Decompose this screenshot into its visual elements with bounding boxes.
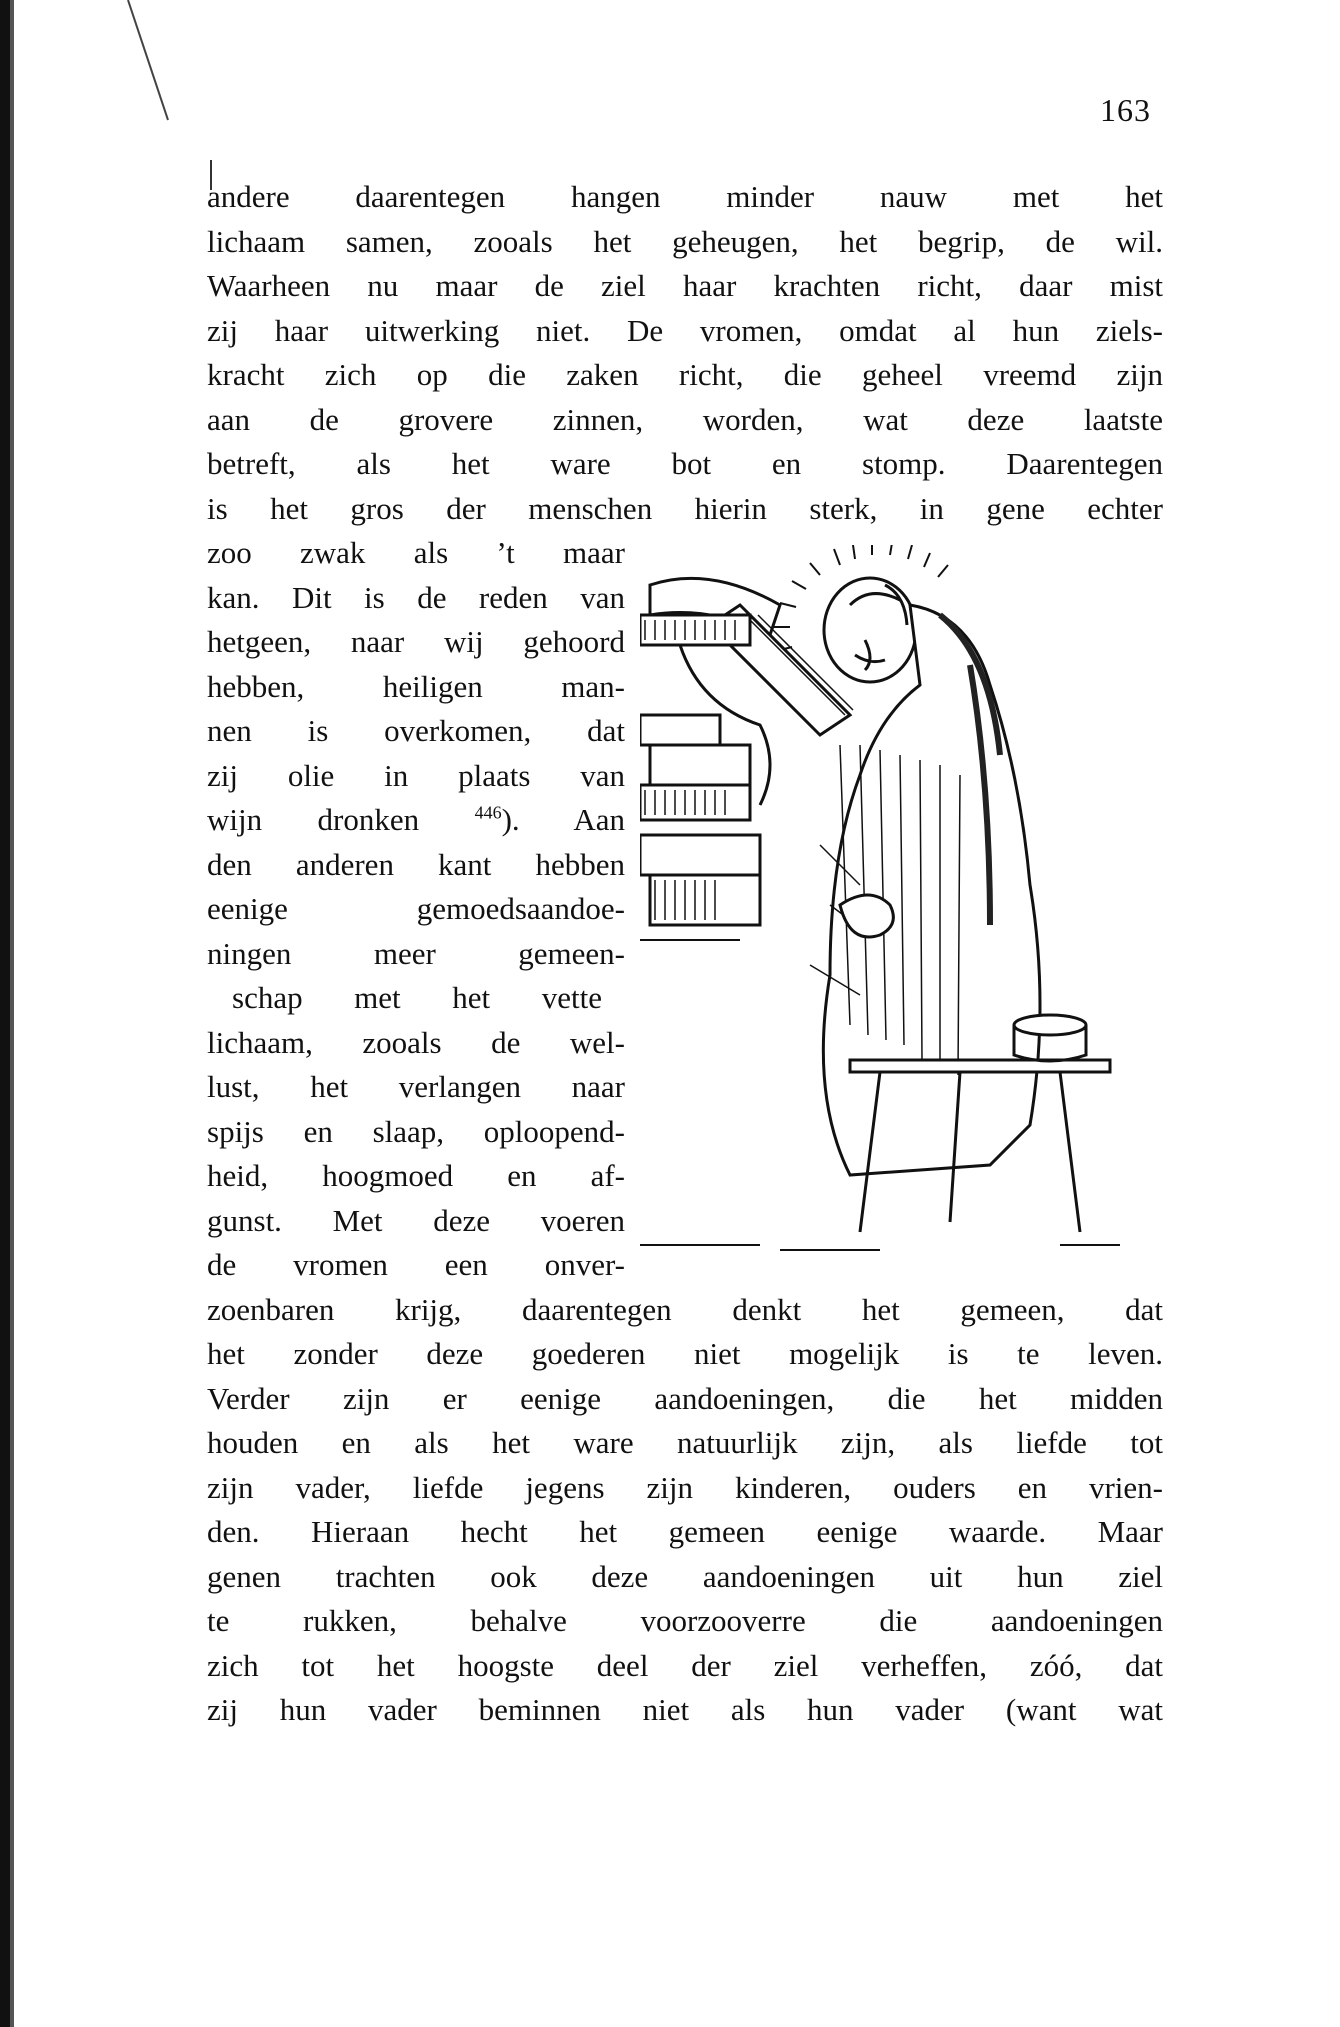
text-line: spijs en slaap, oploopend-	[207, 1113, 625, 1149]
text-line: zij hun vader beminnen niet als hun vader (want wat	[207, 1692, 1163, 1727]
text-fragment: wijn dronken	[207, 802, 420, 837]
text-line: zij olie in plaats van	[207, 757, 625, 793]
text-line: kracht zich op die zaken richt, die geheel vreemd zijn	[207, 357, 1163, 392]
text-line: Verder zijn er eenige aandoeningen, die het midden	[207, 1380, 1163, 1416]
text-line: lichaam samen, zooals het geheugen, het begrip, de wil.	[207, 223, 1163, 259]
text-line: te rukken, behalve voorzooverre die aandoeningen	[207, 1603, 1163, 1638]
text-line: kan. Dit is de reden van	[207, 579, 625, 615]
text-line	[207, 798, 625, 842]
text-line: zij haar uitwerking niet. De vromen, omdat al hun ziels-	[207, 312, 1163, 348]
text-line: gunst. Met deze voeren	[207, 1202, 625, 1238]
text-line: betreft, als het ware bot en stomp. Daarentegen	[207, 446, 1163, 481]
text-line: zoenbaren krijg, daarentegen denkt het gemeen, dat	[207, 1291, 1163, 1327]
text-line: het zonder deze goederen niet mogelijk is te leven.	[207, 1336, 1163, 1371]
text-line: houden en als het ware natuurlijk zijn, als liefde tot	[207, 1425, 1163, 1460]
text-line: zijn vader, liefde jegens zijn kinderen, ouders en vrien-	[207, 1469, 1163, 1505]
text-line: Waarheen nu maar de ziel haar krachten richt, daar mist	[207, 268, 1163, 303]
woodcut-monk-reading-icon	[640, 545, 1120, 1265]
text-line: is het gros der menschen hierin sterk, in gene echter	[207, 490, 1163, 526]
text-line: den anderen kant hebben	[207, 846, 625, 882]
text-line: de vromen een onver-	[207, 1247, 625, 1282]
text-line: hetgeen, naar wij gehoord	[207, 624, 625, 659]
text-line: aan de grovere zinnen, worden, wat deze laatste	[207, 401, 1163, 437]
text-line: lust, het verlangen naar	[207, 1069, 625, 1104]
text-line: zich tot het hoogste deel der ziel verheffen, zóó, dat	[207, 1647, 1163, 1683]
scan-page-edge	[0, 0, 10, 2027]
text-line: schap met het vette	[232, 980, 602, 1015]
text-line: nen is overkomen, dat	[207, 713, 625, 748]
text-line: lichaam, zooals de wel-	[207, 1024, 625, 1060]
scan-scratch-mark	[0, 0, 200, 140]
text-line: heid, hoogmoed en af-	[207, 1158, 625, 1193]
text-line: eenige gemoedsaandoe-	[207, 891, 625, 926]
scan-page-edge-shadow	[10, 0, 14, 2027]
text-line: genen trachten ook deze aandoeningen uit hun ziel	[207, 1558, 1163, 1594]
text-line: zoo zwak als ’t maar	[207, 535, 625, 570]
text-fragment: ). Aan	[501, 802, 625, 837]
text-line: hebben, heiligen man-	[207, 668, 625, 704]
text-line: den. Hieraan hecht het gemeen eenige waarde. Maar	[207, 1514, 1163, 1549]
footnote-reference[interactable]: 446	[474, 802, 502, 823]
text-line: ningen meer gemeen-	[207, 935, 625, 971]
page-number: 163	[1100, 92, 1151, 128]
text-line: andere daarentegen hangen minder nauw met het	[207, 179, 1163, 214]
